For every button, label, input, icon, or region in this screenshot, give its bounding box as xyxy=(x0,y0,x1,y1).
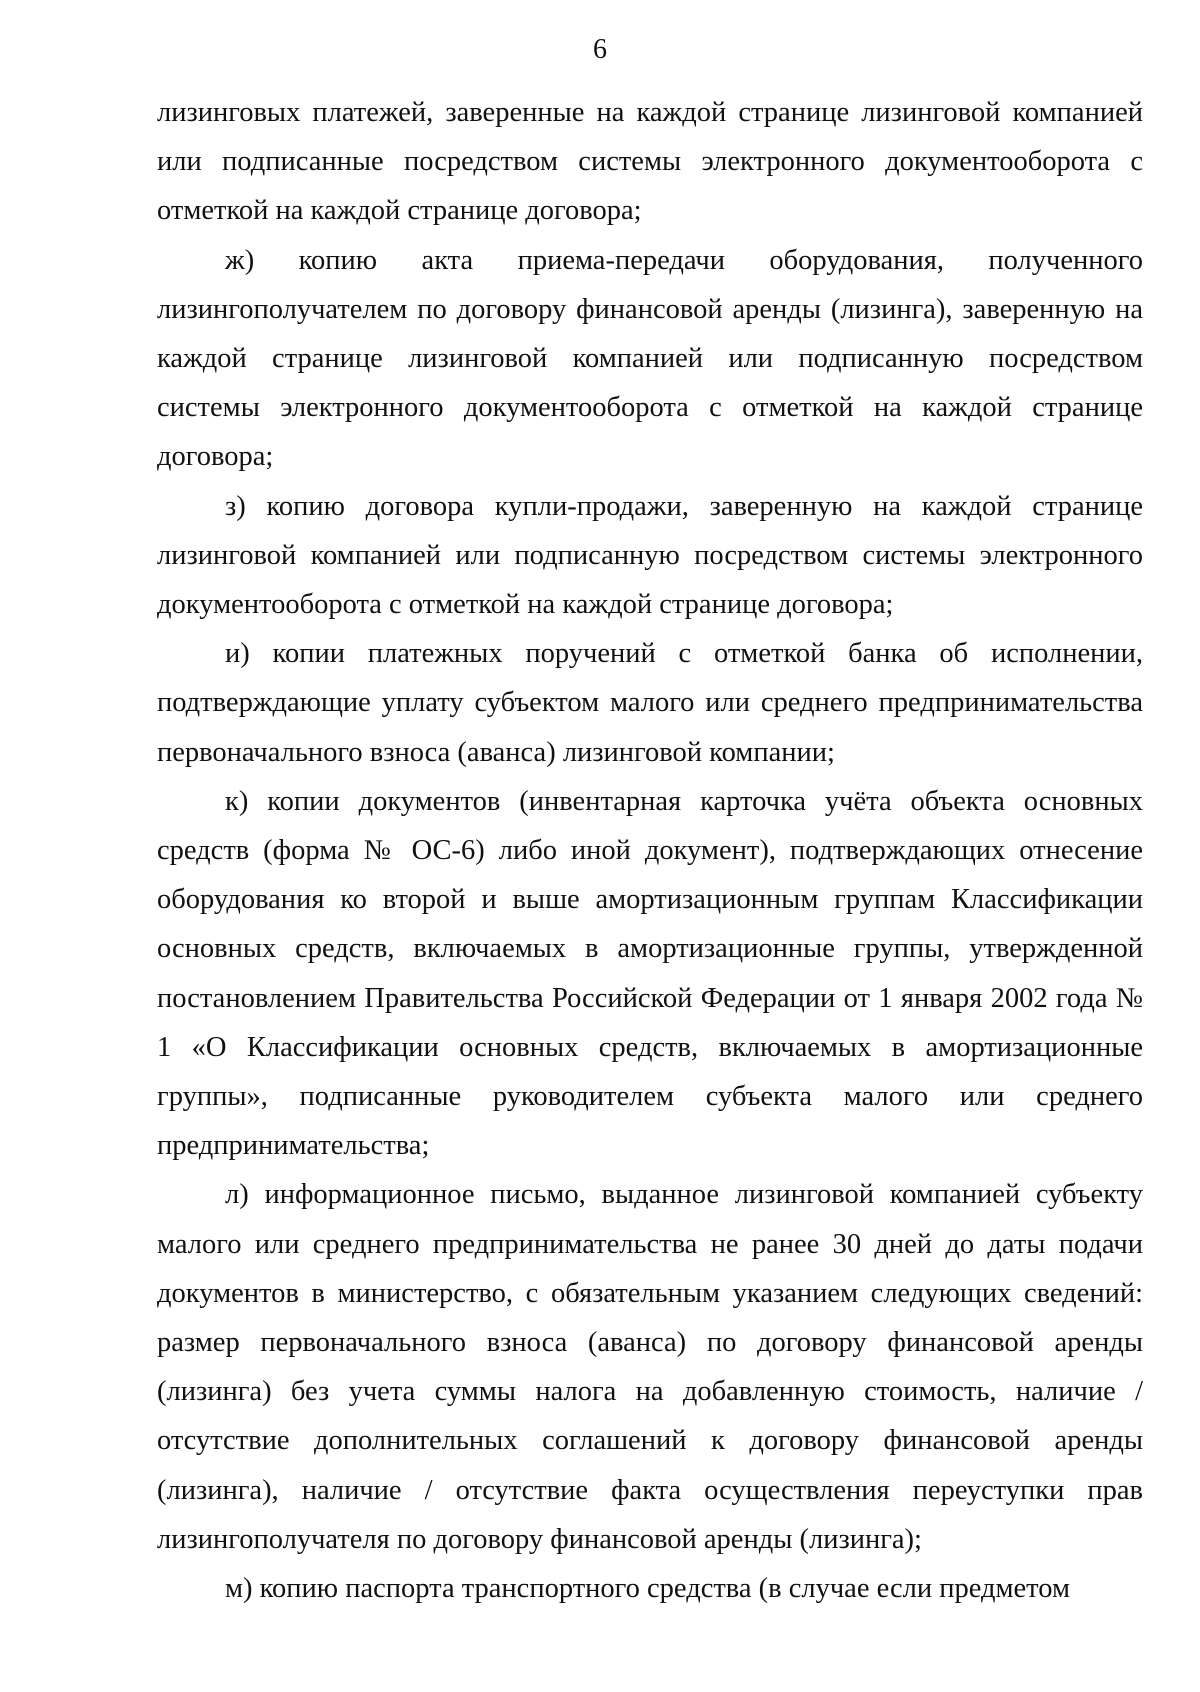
paragraph-item-i: и) копии платежных поручений с отметкой банка об исполнении, подтверждающие уплату субъектом малого или среднего предпринимательства первоначального взноса (аванса) лизинговой компании; xyxy=(157,638,1143,768)
document-body xyxy=(157,88,1143,1613)
page-number: 6 xyxy=(593,34,607,65)
paragraph-item-zh: ж) копию акта приема-передачи оборудования, полученного лизингополучателем по договору финансовой аренды (лизинга), заверенную на каждой странице лизинговой компанией или подписанную посредством системы электронного документооборота с отметкой на каждой странице договора; xyxy=(157,244,1143,473)
paragraph-item-z: з) копию договора купли-продажи, заверенную на каждой странице лизинговой компанией или подписанную посредством системы электронного документооборота с отметкой на каждой странице договора; xyxy=(157,490,1143,621)
paragraph-item-l: л) информационное письмо, выданное лизинговой компанией субъекту малого или среднего предпринимательства не ранее 30 дней до даты подачи документов в министерство, с обязательным указанием следующих сведений: размер первоначального взноса (аванса) по договору финансовой аренды (лизинга) без учета суммы налога на добавленную стоимость, наличие / отсутствие дополнительных соглашений к договору финансовой аренды (лизинга), наличие / отсутствие факта осуществления переуступки прав лизингополучателя по договору финансовой аренды (лизинга); xyxy=(157,1179,1143,1555)
paragraph-item-k: к) копии документов (инвентарная карточка учёта объекта основных средств (форма № ОС-6) либо иной документ), подтверждающих отнесение оборудования ко второй и выше амортизационным группам Классификации основных средств, включаемых в амортизационные группы, утвержденной постановлением Правительства Российской Федерации от 1 января 2002 года № 1 «О Классификации основных средств, включаемых в амортизационные группы», подписанные руководителем субъекта малого или среднего предпринимательства; xyxy=(157,785,1143,1162)
paragraph-continuation: лизинговых платежей, заверенные на каждой странице лизинговой компанией или подписанные посредством системы электронного документооборота с отметкой на каждой странице договора; xyxy=(157,97,1143,227)
paragraph-item-m: м) копию паспорта транспортного средства (в случае если предметом xyxy=(225,1573,1070,1605)
